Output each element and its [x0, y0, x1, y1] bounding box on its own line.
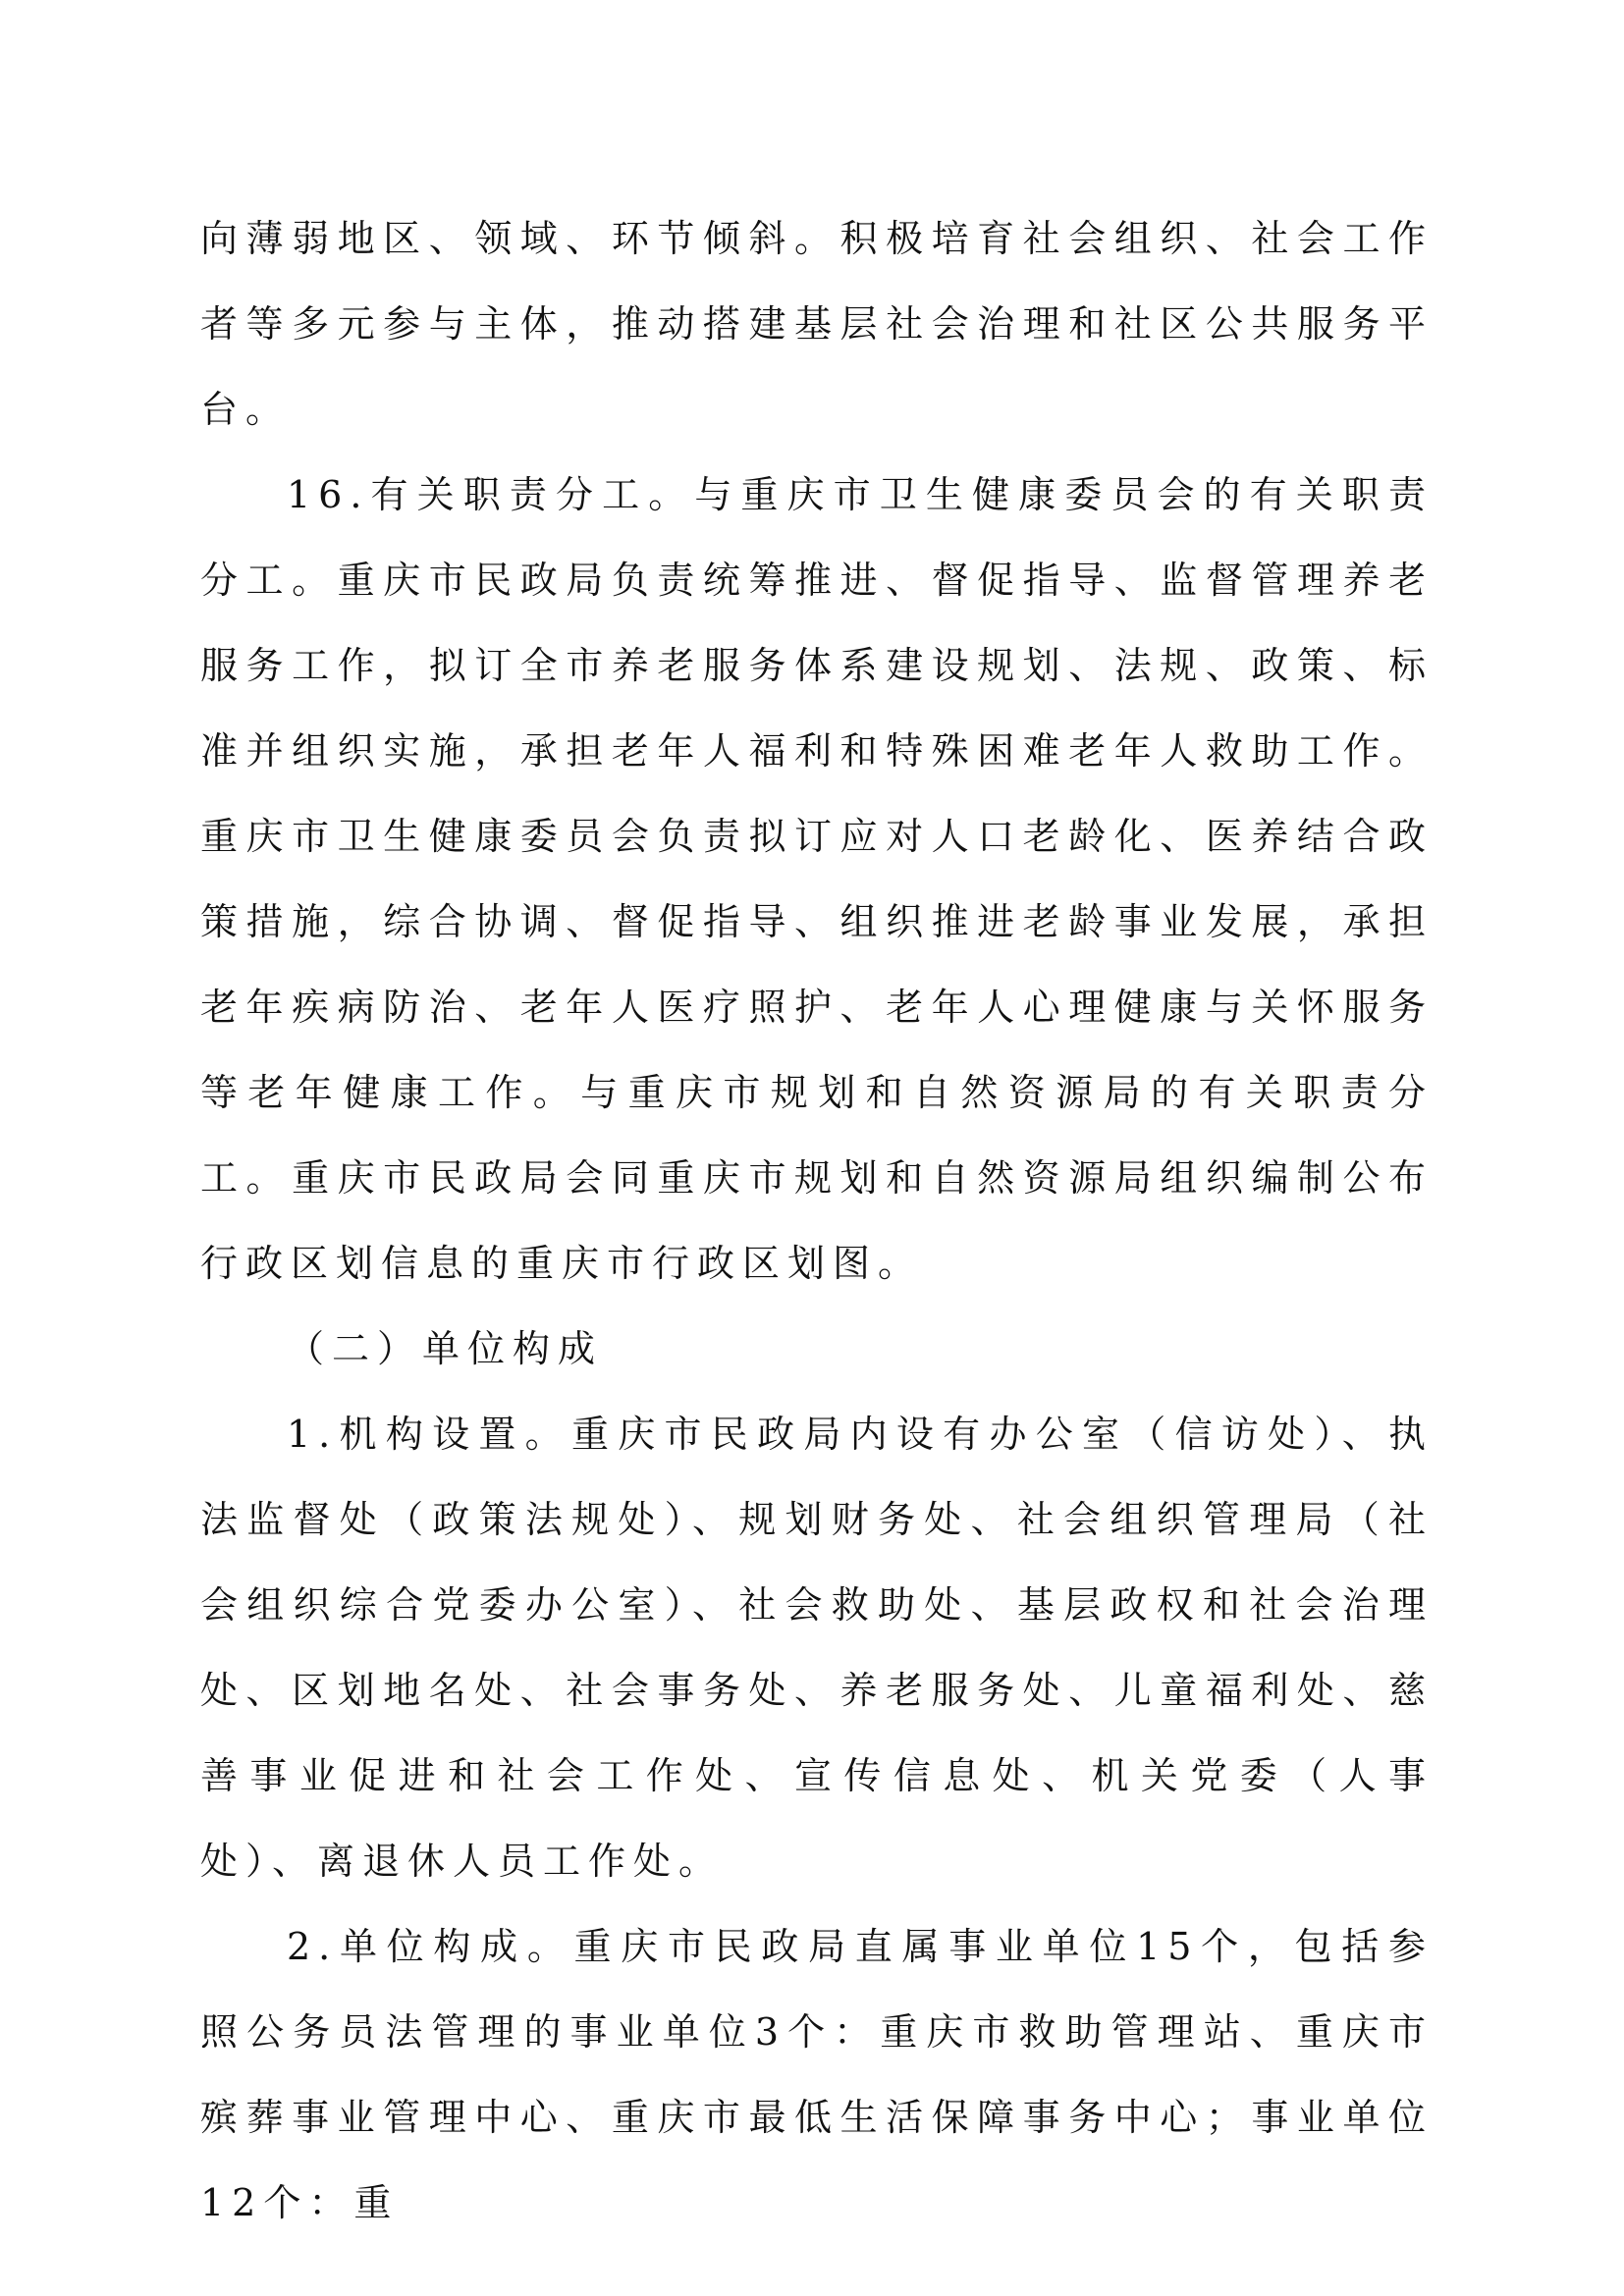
- paragraph-institution-setup: 1.机构设置。重庆市民政局内设有办公室（信访处）、执法监督处（政策法规处）、规划财务处、社会组织管理局（社会组织综合党委办公室）、社会救助处、基层政权和社会治理处、区划地名处、社会事务处、养老服务处、儿童福利处、慈善事业促进和社会工作处、宣传信息处、机关党委（人事处）、离退休人员工作处。: [200, 1413, 1434, 1883]
- document-body: [200, 196, 1434, 2246]
- paragraph-continuation: 向薄弱地区、领域、环节倾斜。积极培育社会组织、社会工作者等多元参与主体，推动搭建基层社会治理和社区公共服务平台。: [200, 217, 1434, 431]
- paragraph-duty-division: 16.有关职责分工。与重庆市卫生健康委员会的有关职责分工。重庆市民政局负责统筹推进、督促指导、监督管理养老服务工作，拟订全市养老服务体系建设规划、法规、政策、标准并组织实施，承担老年人福利和特殊困难老年人救助工作。重庆市卫生健康委员会负责拟订应对人口老龄化、医养结合政策措施，综合协调、督促指导、组织推进老龄事业发展，承担老年疾病防治、老年人医疗照护、老年人心理健康与关怀服务等老年健康工作。与重庆市规划和自然资源局的有关职责分工。重庆市民政局会同重庆市规划和自然资源局组织编制公布行政区划信息的重庆市行政区划图。: [200, 473, 1434, 1285]
- section-heading-unit-composition: （二）单位构成: [287, 1327, 604, 1370]
- paragraph-unit-composition: 2.单位构成。重庆市民政局直属事业单位15个，包括参照公务员法管理的事业单位3个：重庆市救助管理站、重庆市殡葬事业管理中心、重庆市最低生活保障事务中心；事业单位12个：重: [200, 1925, 1434, 2224]
